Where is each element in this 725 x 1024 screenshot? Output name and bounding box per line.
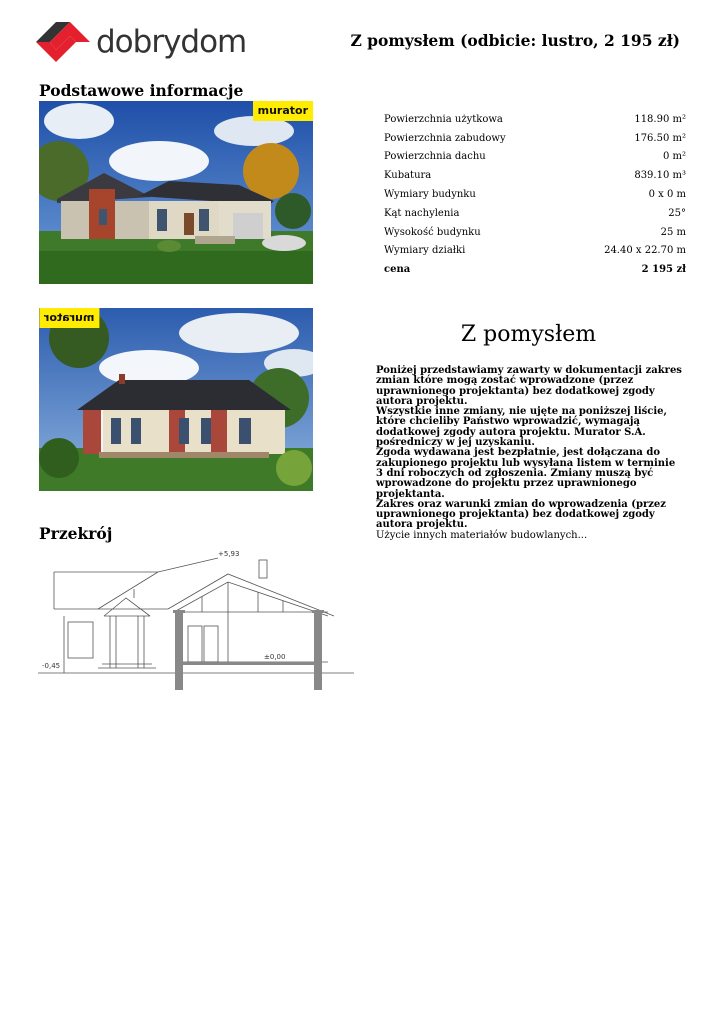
- param-label: Kąt nachylenia: [384, 207, 460, 219]
- logo-text: dobrydom: [96, 24, 247, 60]
- cross-section-drawing: [38, 546, 354, 692]
- price-row: [380, 260, 690, 279]
- parameters-table: [380, 110, 690, 279]
- param-label: Powierzchnia zabudowy: [384, 132, 506, 144]
- house-front-render: [39, 101, 313, 284]
- document-title: Z pomysłem (odbicie: lustro, 2 195 zł): [350, 31, 680, 50]
- table-row: [380, 185, 690, 204]
- modifications-text: [376, 366, 684, 541]
- house-back-render: [39, 308, 313, 491]
- murator-badge-mirrored: murator: [39, 308, 99, 328]
- modifications-paragraph: Poniżej przedstawiamy zawarty w dokumentacji zakres zmian które mogą zostać wprowadzone (przez uprawnionego projektanta) bez dodatkowej zgody autora projektu.: [376, 365, 682, 407]
- param-value: 0 x 0 m: [648, 189, 686, 201]
- price-value: 2 195 zł: [641, 264, 686, 276]
- param-value: 839.10 m³: [634, 170, 686, 182]
- level-top-label: +5,93: [218, 550, 240, 558]
- modifications-title: Z pomysłem: [460, 322, 597, 347]
- table-row: [380, 223, 690, 242]
- dobrydom-logo[interactable]: [36, 22, 247, 64]
- table-row: [380, 204, 690, 223]
- modifications-list-item: Użycie innych materiałów budowlanych...: [376, 529, 588, 541]
- param-label: Powierzchnia użytkowa: [384, 113, 503, 125]
- param-value: 25°: [668, 207, 686, 219]
- param-value: 118.90 m²: [634, 113, 686, 125]
- modifications-paragraph: Wszystkie inne zmiany, nie ujęte na poniższej liście, które chcieliby Państwo wprowadzić, wymagają dodatkowej zgody autora projektu. Murator S.A. pośredniczy w jej uzyskaniu.: [376, 406, 667, 449]
- level-ground-label: -0,45: [42, 662, 61, 670]
- logo-mark-icon: [36, 22, 90, 62]
- section-heading-basic-info: Podstawowe informacje: [39, 81, 244, 100]
- param-value: 0 m²: [662, 151, 686, 163]
- param-label: Wymiary działki: [384, 245, 466, 257]
- param-label: Powierzchnia dachu: [384, 151, 486, 163]
- param-label: Wysokość budynku: [384, 226, 481, 238]
- param-label: Kubatura: [384, 170, 432, 182]
- table-row: [380, 242, 690, 261]
- level-floor-label: ±0,00: [264, 653, 286, 661]
- param-value: 24.40 x 22.70 m: [604, 245, 686, 257]
- price-label: cena: [384, 264, 411, 276]
- modifications-paragraph: Zgoda wydawana jest bezpłatnie, jest dołączana do zakupionego projektu lub wysyłana listem w terminie 3 dni roboczych od zgłoszenia. Zmiany muszą być wprowadzone do projektu przez uprawnionego projektanta.: [376, 447, 676, 500]
- param-value: 176.50 m²: [634, 132, 686, 144]
- param-value: 25 m: [660, 226, 686, 238]
- table-row: [380, 110, 690, 129]
- modifications-paragraph: Zakres oraz warunki zmian do wprowadzenia (przez uprawnionego projektanta) bez dodatkowej zgody autora projektu.: [376, 498, 666, 531]
- section-heading-cross-section: Przekrój: [39, 524, 113, 543]
- param-label: Wymiary budynku: [384, 189, 476, 201]
- murator-badge: murator: [253, 101, 313, 121]
- table-row: [380, 129, 690, 148]
- table-row: [380, 166, 690, 185]
- table-row: [380, 148, 690, 167]
